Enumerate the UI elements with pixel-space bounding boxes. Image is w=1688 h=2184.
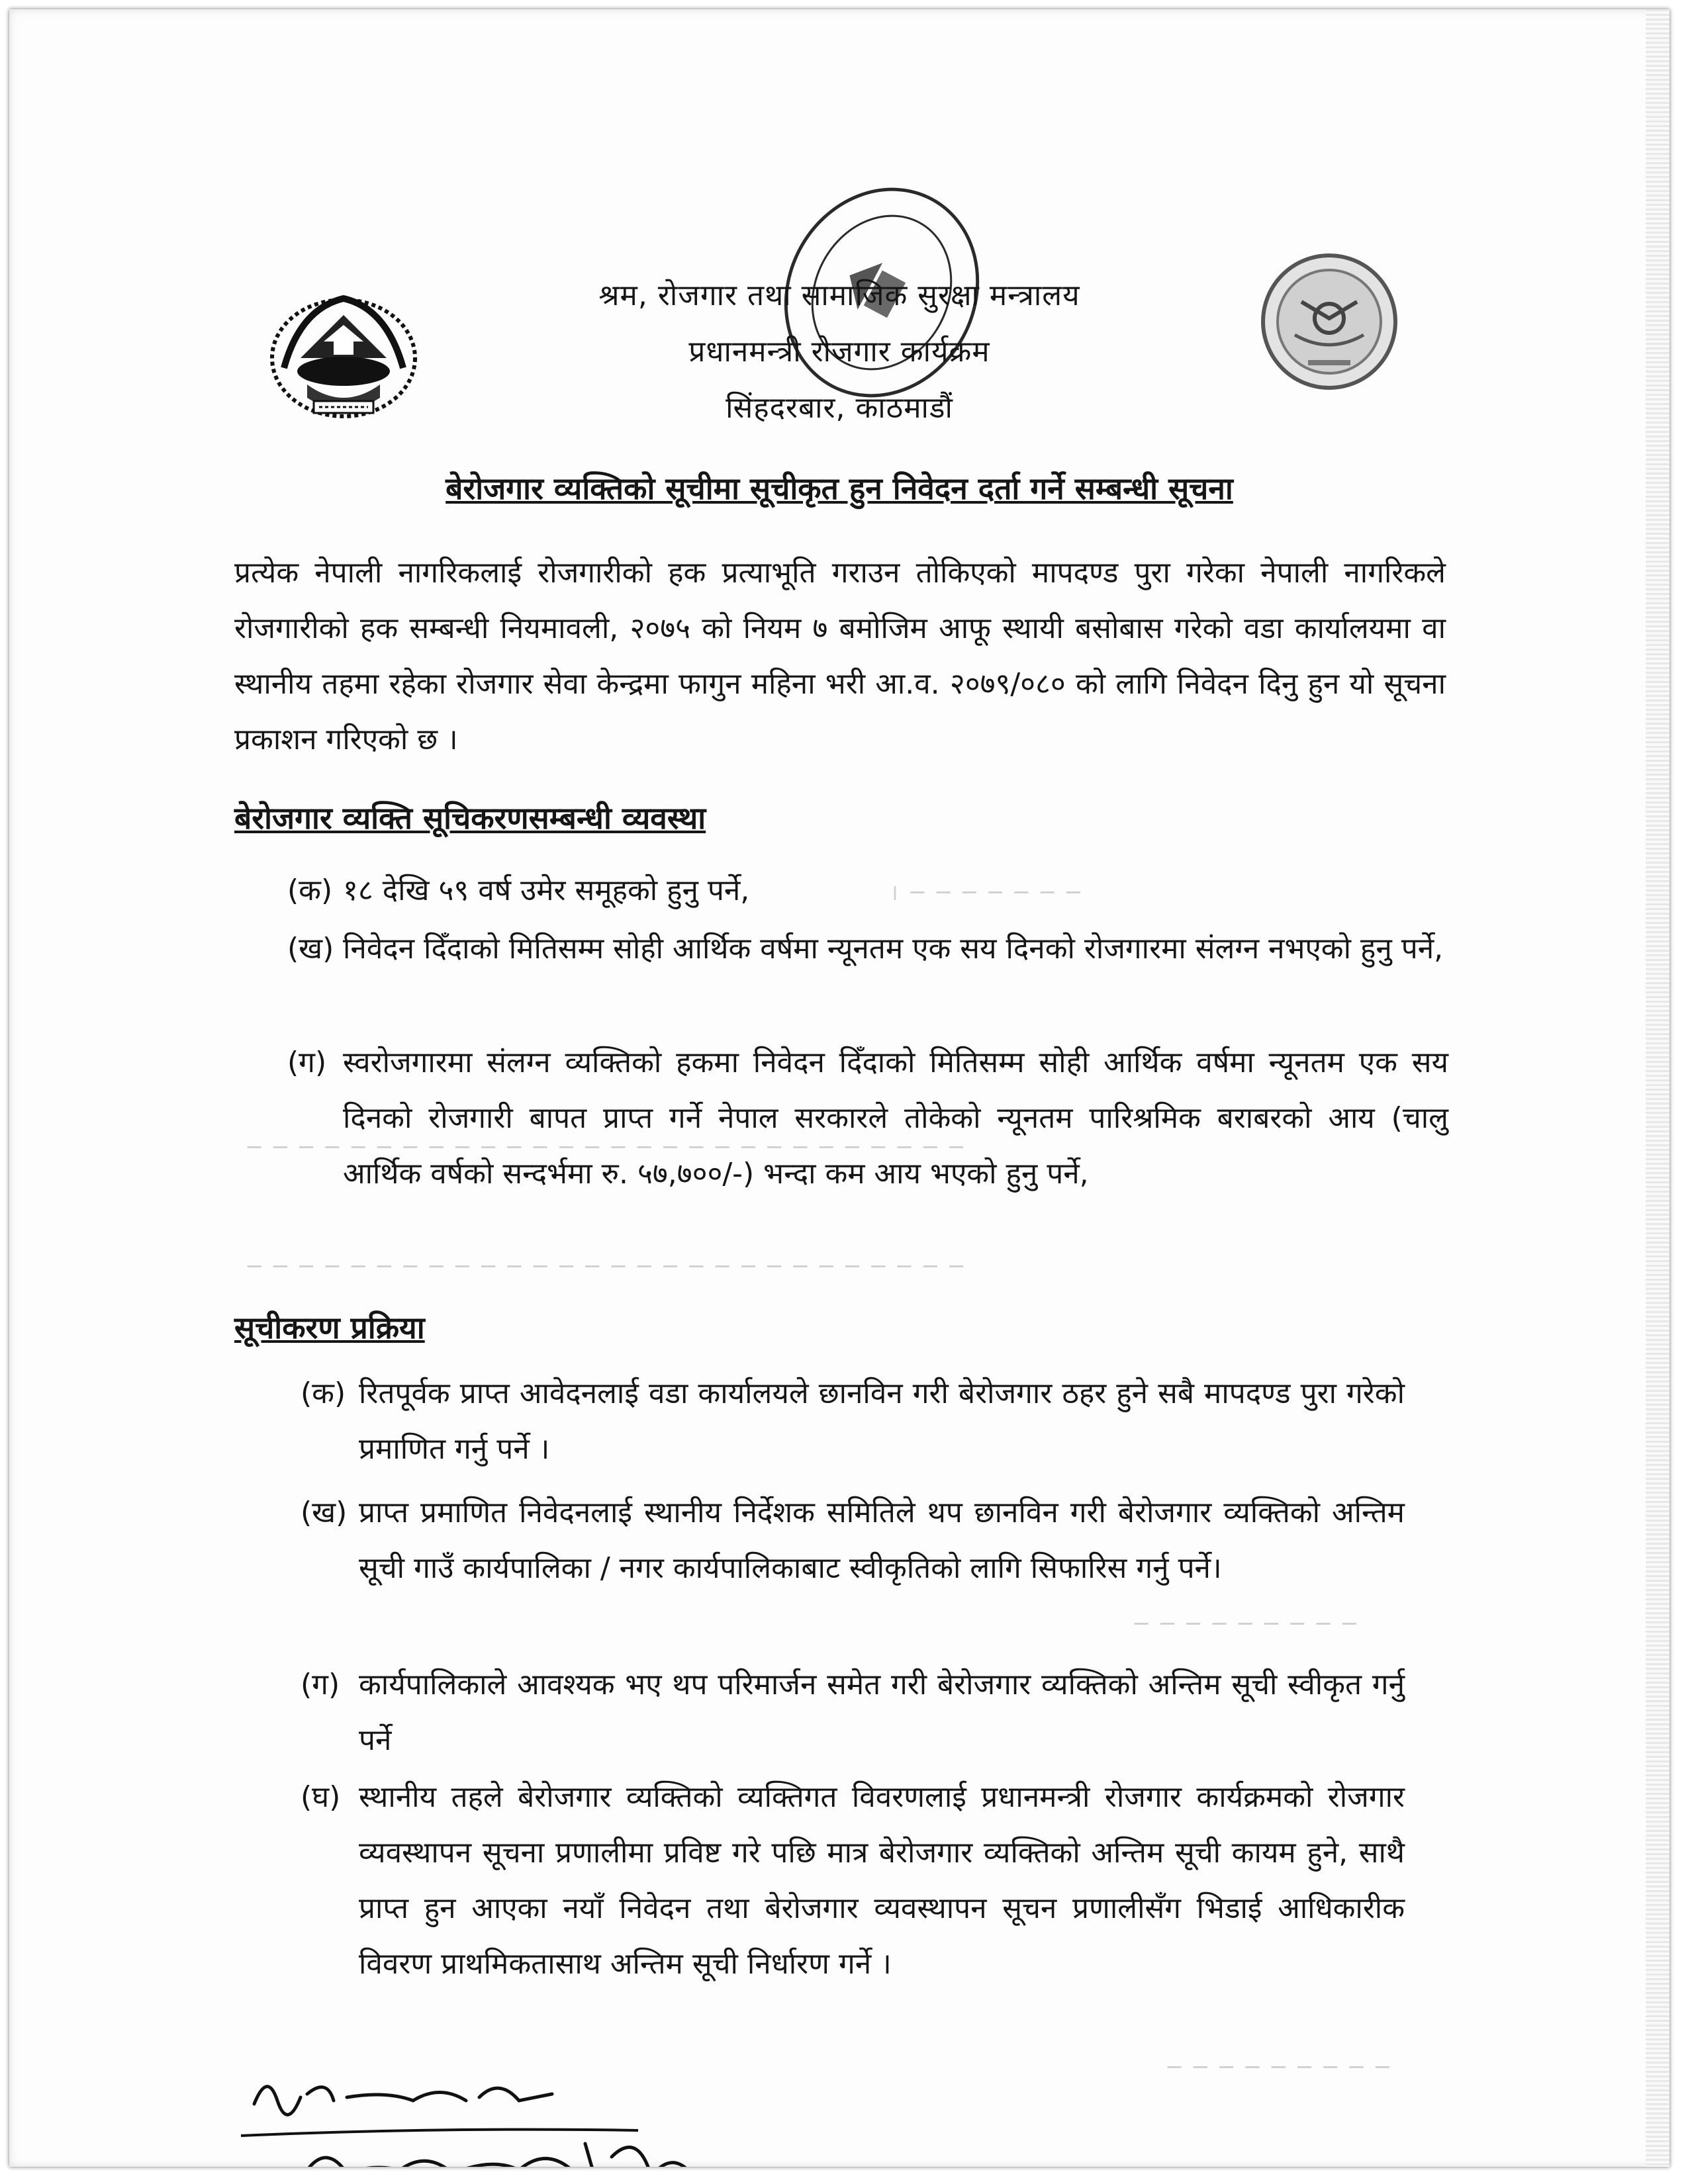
- item-text: स्वरोजगारमा संलग्न व्यक्तिको हकमा निवेदन दिँदाको मितिसम्म सोही आर्थिक वर्षमा न्यूनतम एक सय दिनको रोजगारी बापत प्राप्त गर्ने नेपाल सरकारले तोकेको न्यूनतम पारिश्रमिक बराबरको आय (चालु आर्थिक वर्षको सन्दर्भमा रु. ५७,७००/-) भन्दा कम आय भएको हुनु पर्ने,: [343, 1046, 1448, 1191]
- item-marker: (ग): [287, 1046, 327, 1079]
- show-through-mark: । ─ ─ ─ ─ ─ ─ ─: [890, 880, 1083, 906]
- ministry-name: श्रम, रोजगार तथा सामाजिक सुरक्षा मन्त्रालय: [598, 279, 1080, 312]
- item-text: निवेदन दिँदाको मितिसम्म सोही आर्थिक वर्षमा न्यूनतम एक सय दिनको रोजगारमा संलग्न नभएको हुनु पर्ने,: [343, 932, 1444, 966]
- item-text: स्थानीय तहले बेरोजगार व्यक्तिको व्यक्तिगत विवरणलाई प्रधानमन्त्री रोजगार कार्यक्रमको रोजगार व्यवस्थापन सूचना प्रणालीमा प्रविष्ट गरे पछि मात्र बेरोजगार व्यक्तिको अन्तिम सूची कायम हुने, साथै प्राप्त हुन आएका नयाँ निवेदन तथा बेरोजगार व्यवस्थापन सूचन प्रणालीसँग भिडाई आधिकारीक विवरण प्राथमिकतासाथ अन्तिम सूची निर्धारण गर्ने ।: [359, 1780, 1405, 1981]
- notice-title: बेरोजगार व्यक्तिको सूचीमा सूचीकृत हुन निवेदन दर्ता गर्ने सम्बन्धी सूचना: [445, 471, 1233, 506]
- item-marker: (ख): [301, 1496, 348, 1529]
- item-text: रितपूर्वक प्राप्त आवेदनलाई वडा कार्यालयले छानविन गरी बेरोजगार ठहर हुने सबै मापदण्ड पुरा गरेको प्रमाणित गर्नु पर्ने ।: [359, 1377, 1405, 1466]
- program-name: प्रधानमन्त्री रोजगार कार्यक्रम: [688, 335, 990, 369]
- scanned-notice-page: [9, 9, 1669, 2167]
- item-marker: (ग): [301, 1668, 340, 1702]
- item-text: प्राप्त प्रमाणित निवेदनलाई स्थानीय निर्देशक समितिले थप छानविन गरी बेरोजगार व्यक्तिको अन्तिम सूची गाउँ कार्यपालिका / नगर कार्यपालिकाबाट स्वीकृतिको लागि सिफारिस गर्नु पर्ने।: [359, 1496, 1405, 1585]
- item-marker: (क): [287, 874, 333, 907]
- prime-minister-employment-program-logo: [1255, 249, 1403, 394]
- show-through-mark: ─ ─ ─ ─ ─ ─ ─ ─ ─: [1135, 1611, 1359, 1637]
- item-marker: (क): [301, 1377, 346, 1410]
- office-location: सिंहदरबार, काठमाडौं: [726, 391, 953, 425]
- item-text: १८ देखि ५९ वर्ष उमेर समूहको हुनु पर्ने,: [343, 874, 750, 907]
- section-heading-listing-process: सूचीकरण प्रक्रिया: [234, 1310, 425, 1345]
- item-marker: (घ): [301, 1780, 341, 1814]
- show-through-mark: ─ ─ ─ ─ ─ ─ ─ ─ ─ ─ ─ ─ ─ ─ ─ ─ ─ ─ ─ ─ ─ ─ ─ ─ ─ ─ ─ ─: [248, 1134, 966, 1161]
- show-through-mark: ─ ─ ─ ─ ─ ─ ─ ─ ─: [1168, 2054, 1392, 2081]
- show-through-mark: ─ ─ ─ ─ ─ ─ ─ ─ ─ ─ ─ ─ ─ ─ ─ ─ ─ ─ ─ ─ ─ ─ ─ ─ ─ ─ ─ ─: [248, 1253, 966, 1280]
- item-text: कार्यपालिकाले आवश्यक भए थप परिमार्जन समेत गरी बेरोजगार व्यक्तिको अन्तिम सूची स्वीकृत गर्नु पर्ने: [359, 1668, 1405, 1757]
- section-heading-listing-arrangement: बेरोजगार व्यक्ति सूचिकरणसम्बन्धी व्यवस्था: [234, 800, 706, 836]
- intro-paragraph: प्रत्येक नेपाली नागरिकलाई रोजगारीको हक प्रत्याभूति गराउन तोकिएको मापदण्ड पुरा गरेका नेपाली नागरिकले रोजगारीको हक सम्बन्धी नियमावली, २०७५ को नियम ७ बमोजिम आफू स्थायी बसोबास गरेको वडा कार्यालयमा वा स्थानीय तहमा रहेका रोजगार सेवा केन्द्रमा फागुन महिना भरी आ.व. २०७९/०८० को लागि निवेदन दिनु हुन यो सूचना प्रकाशन गरिएको छ ।: [234, 556, 1446, 756]
- item-marker: (ख): [287, 932, 334, 966]
- handwritten-signature: [241, 2064, 1102, 2167]
